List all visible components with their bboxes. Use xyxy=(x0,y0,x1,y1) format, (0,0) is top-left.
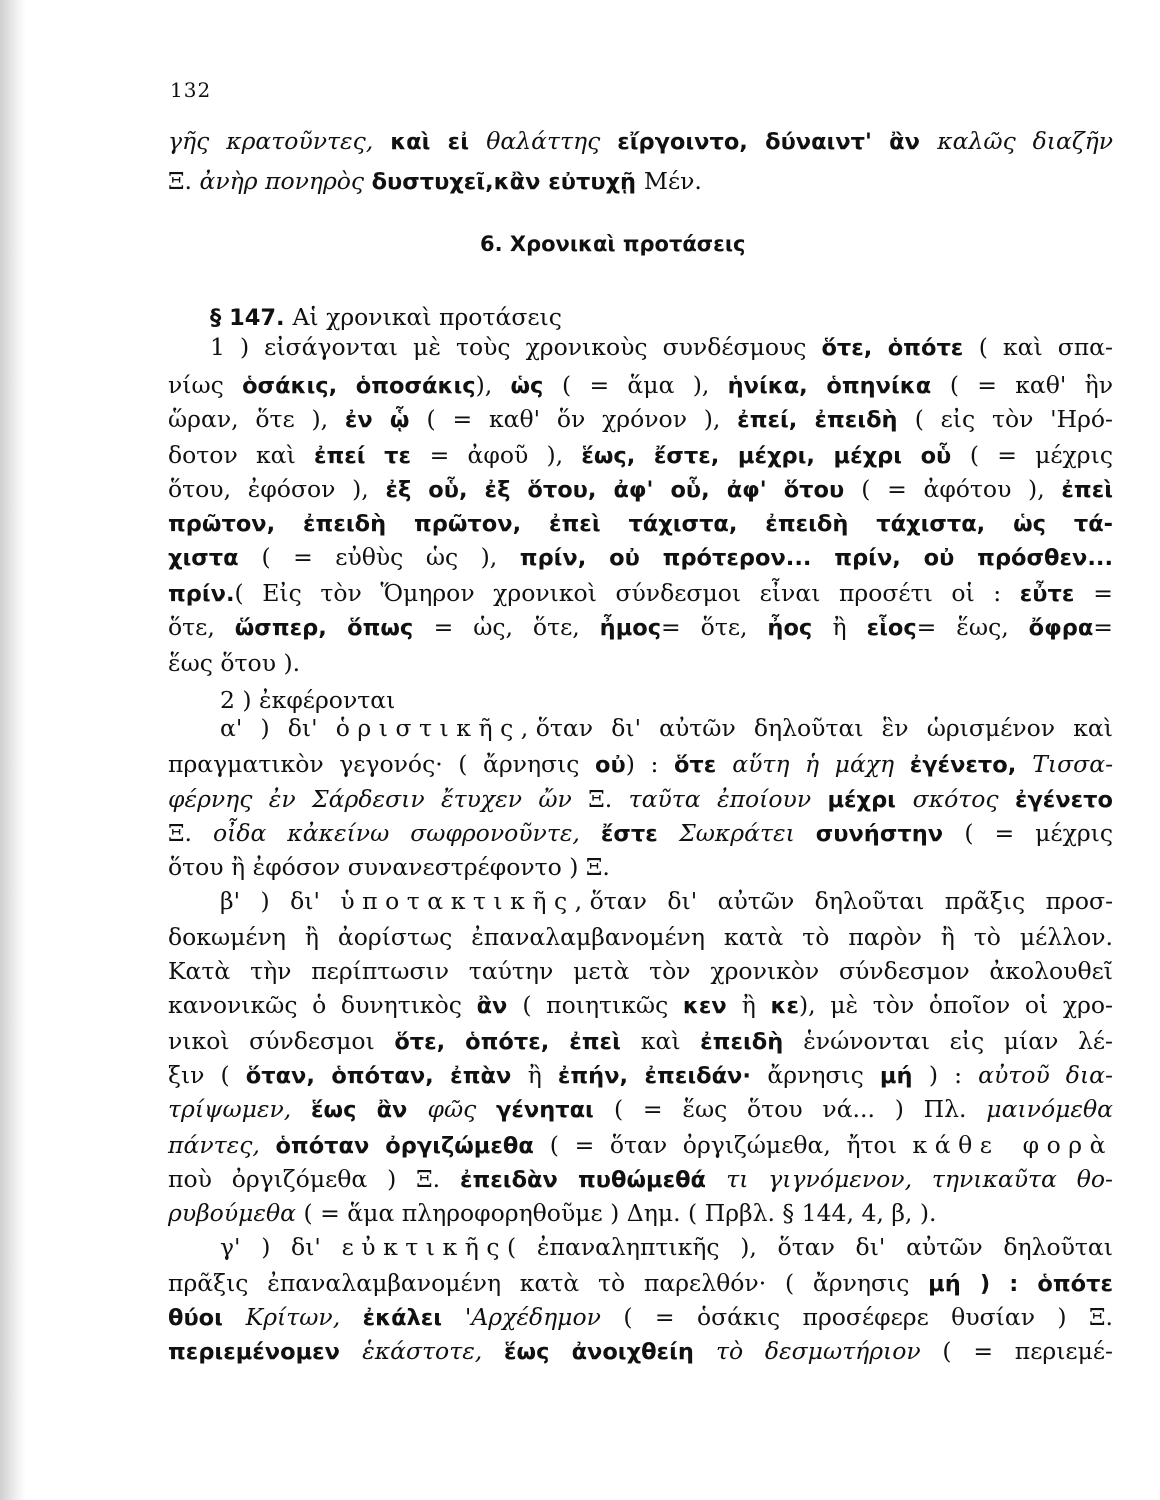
page-number: 132 xyxy=(170,78,212,102)
spaced-text: ὁριστικῆς, xyxy=(335,714,536,742)
plain-text: δοτον καὶ xyxy=(168,441,314,469)
text-line xyxy=(220,1232,1113,1262)
italic-text: μαινόμεθα xyxy=(986,1095,1113,1123)
plain-text: = xyxy=(1093,613,1113,641)
plain-text: ( = ἅμα πληροφορηθοῦμε ) Δημ. ( Πρβλ. § 144, 4, β, ). xyxy=(303,1199,937,1227)
bold-text: ὄφρα xyxy=(1028,615,1094,641)
bold-text: ἐγένετο, xyxy=(909,752,1033,778)
plain-text: = ὅτε, xyxy=(661,613,768,641)
plain-text: ( = ὁσάκις προσέφερε θυσίαν ) Ξ. xyxy=(623,1303,1113,1331)
plain-text: Ξ. xyxy=(168,167,200,195)
bold-text: μή ) : ὁπότε xyxy=(928,1271,1113,1297)
bold-text: πρίν. xyxy=(168,581,235,607)
plain-text: ἢ xyxy=(741,991,771,1019)
plain-text: ποὺ ὀργιζόμεθα ) Ξ. xyxy=(168,1165,460,1193)
bold-text: πρίν, οὐ πρότερον... πρίν, οὐ πρόσθεν... xyxy=(519,545,1113,571)
text-line xyxy=(168,474,1113,505)
text-line xyxy=(168,1060,1113,1091)
plain-text: = ὡς, ὅτε, xyxy=(433,613,600,641)
plain-text: ἄρνησις xyxy=(767,1061,880,1089)
bold-text: ἐπειδὴ xyxy=(700,1029,804,1055)
plain-text: Αἱ χρονικαὶ προτάσεις xyxy=(292,303,562,331)
plain-text: κανονικῶς ὁ δυνητικὸς xyxy=(168,991,477,1019)
plain-text: ( = ἕως ὅτου νά... ) Πλ. xyxy=(613,1095,987,1123)
text-line xyxy=(168,648,300,678)
bold-text: συνήστην xyxy=(815,821,965,847)
italic-text: φέρνης ἐν Σάρδεσιν ἔτυχεν ὤν xyxy=(168,785,589,813)
bold-text: ἐπήν, ἐπειδάν· xyxy=(557,1063,768,1089)
plain-text: ( = μέχρις xyxy=(969,441,1113,469)
bold-text: γένηται xyxy=(496,1097,614,1123)
plain-text: ( = περιεμέ- xyxy=(942,1337,1113,1365)
text-line xyxy=(220,685,395,715)
text-line xyxy=(168,1336,1113,1367)
bold-text: κε xyxy=(770,993,799,1019)
italic-text: σκότος xyxy=(912,785,1015,813)
italic-text: Σωκράτει xyxy=(679,819,816,847)
bold-text: περιεμένομεν xyxy=(168,1339,363,1365)
plain-text: ὅταν δι' αὐτῶν δηλοῦται πρᾶξις προσ- xyxy=(589,887,1114,915)
italic-text: τὸ δεσμωτήριον xyxy=(715,1337,943,1365)
italic-text: αὐτοῦ δια- xyxy=(978,1061,1113,1089)
text-line xyxy=(168,612,1113,643)
text-line xyxy=(220,886,1113,916)
plain-text: ) : xyxy=(625,750,674,778)
plain-text: ἑνώνονται εἰς μίαν λέ- xyxy=(803,1027,1113,1055)
plain-text: ( ποιητικῶς xyxy=(522,991,683,1019)
text-line xyxy=(168,749,1113,780)
bold-text: ὥσπερ, ὅπως xyxy=(234,615,434,641)
plain-text: ὥραν, ὅτε ), xyxy=(168,405,345,433)
bold-text: ἐγένετο xyxy=(1014,787,1113,813)
bold-text: ἐπεὶ xyxy=(1061,477,1113,503)
italic-text: πάντες, xyxy=(168,1131,276,1159)
plain-text: ὅτε, xyxy=(168,613,235,641)
italic-text: γῆς κρατοῦντες, xyxy=(168,127,391,155)
italic-text: τι γιγνόμενον, τηνικαῦτα θο- xyxy=(726,1165,1113,1193)
plain-text: ) : xyxy=(928,1061,979,1089)
text-line xyxy=(168,542,1113,573)
text-line xyxy=(220,713,1113,743)
plain-text: ( Εἰς τὸν Ὅμηρον χρονικοὶ σύνδεσμοι εἶναι προσέτι οἱ : xyxy=(234,579,1020,607)
text-line xyxy=(168,1130,1113,1161)
bold-text: μέχρι xyxy=(827,787,913,813)
plain-text: ὅτου, ἐφόσον ), xyxy=(168,475,386,503)
plain-text: ( εἰς τὸν 'Ηρό- xyxy=(914,405,1113,433)
text-line xyxy=(168,440,1113,471)
text-line xyxy=(168,990,1113,1021)
section-heading: 6. Χρονικαὶ προτάσεις xyxy=(480,232,746,256)
text-line xyxy=(168,1198,937,1228)
plain-text: ἢ xyxy=(832,613,867,641)
plain-text: = ἀφοῦ ), xyxy=(429,441,582,469)
bold-text: ὅτε, ὁπότε, ἐπεὶ xyxy=(394,1029,641,1055)
plain-text: ὅτου ἢ ἐφόσον συνανεστρέφοντο ) Ξ. xyxy=(168,853,610,881)
bold-text: ὅταν, ὁπόταν, ἐπὰν xyxy=(245,1063,528,1089)
bold-text: εὖτε xyxy=(1019,581,1094,607)
text-line xyxy=(168,404,1113,435)
text-line xyxy=(210,302,562,333)
italic-text: ταῦτα ἐποίουν xyxy=(628,785,828,813)
plain-text: Ξ. xyxy=(588,785,629,813)
bold-text: πρῶτον, ἐπειδὴ πρῶτον, ἐπεὶ τάχιστα, ἐπειδὴ τάχιστα, ὡς τά- xyxy=(168,511,1113,537)
bold-text: ἐπειδὰν πυθώμεθά xyxy=(459,1167,727,1193)
bold-text: ἐν ᾧ xyxy=(344,407,427,433)
italic-text: ἑκάστοτε, xyxy=(362,1337,505,1365)
plain-text: ), xyxy=(475,371,511,399)
spaced-text: ὑποτακτικῆς, xyxy=(340,887,590,915)
plain-text: ἢ xyxy=(527,1061,558,1089)
bold-text: κεν xyxy=(682,993,742,1019)
plain-text: ), μὲ τὸν ὁποῖον οἱ χρο- xyxy=(798,991,1113,1019)
plain-text: νίως xyxy=(168,371,243,399)
plain-text: β' ) δι' xyxy=(220,887,341,915)
italic-text: Τισσα- xyxy=(1032,750,1114,778)
plain-text: α' ) δι' xyxy=(220,714,336,742)
bold-text: εἷος xyxy=(866,615,917,641)
text-line xyxy=(168,1302,1113,1333)
plain-text: δοκωμένη ἢ ἀορίστως ἐπαναλαμβανομένη κατὰ τὸ παρὸν ἢ τὸ μέλλον. xyxy=(168,923,1113,951)
plain-text: νικοὶ σύνδεσμοι xyxy=(168,1027,395,1055)
plain-text: πραγματικὸν γεγονός· ( ἄρνησις xyxy=(168,750,596,778)
bold-text: ἦμος xyxy=(599,615,662,641)
italic-text: ἀνὴρ πονηρὸς xyxy=(199,167,372,195)
plain-text: ( = εὐθὺς ὡς ), xyxy=(261,543,520,571)
text-line xyxy=(168,956,1113,986)
text-line xyxy=(168,578,1113,609)
text-line xyxy=(168,370,1113,401)
bold-text: δυστυχεῖ,κἂν εὐτυχῇ xyxy=(371,169,644,195)
plain-text: ( ἐπαναληπτικῆς ), ὅταν δι' αὐτῶν δηλοῦται xyxy=(507,1233,1114,1261)
text-line xyxy=(168,1268,1113,1299)
bold-text: ἐπεί, ἐπειδὴ xyxy=(737,407,915,433)
italic-text: οἶδα κἀκείνω σωφρονοῦντε, xyxy=(212,819,601,847)
plain-text: γ' ) δι' xyxy=(220,1233,342,1261)
plain-text: ( = ὅταν ὀργιζώμεθα, ἤτοι xyxy=(549,1131,913,1159)
bold-text: εἴργοιντο, δύναιντ' ἂν xyxy=(617,129,938,155)
italic-text: ρυβούμεθα xyxy=(168,1199,304,1227)
text-line xyxy=(168,166,702,197)
plain-text: ( = ἅμα ), xyxy=(562,371,728,399)
text-line xyxy=(168,784,1113,815)
italic-text: Κρίτων, xyxy=(245,1303,363,1331)
bold-text: ὁσάκις, ὁποσάκις xyxy=(242,373,476,399)
bold-text: ἡνίκα, ὁπηνίκα xyxy=(727,373,950,399)
text-line xyxy=(168,1094,1113,1125)
plain-text: ( = μέχρις xyxy=(964,819,1114,847)
plain-text: ὅταν δι' αὐτῶν δηλοῦται ἓν ὡρισμένον καὶ xyxy=(535,714,1113,742)
bold-text: ὅτε, ὁπότε xyxy=(821,335,979,361)
bold-text: ἐκάλει xyxy=(362,1305,465,1331)
plain-text: Μέν. xyxy=(643,167,702,195)
bold-text: ἦος xyxy=(767,615,833,641)
bold-text: ἐξ οὗ, ἐξ ὅτου, ἀφ' οὗ, ἀφ' ὅτου xyxy=(385,477,862,503)
plain-text: ξιν ( xyxy=(168,1061,246,1089)
plain-text: ( = καθ' ὅν χρόνον ), xyxy=(426,405,738,433)
plain-text: ( = καθ' ἣν xyxy=(949,371,1114,399)
bold-text: μή xyxy=(879,1063,929,1089)
bold-text: θύοι xyxy=(168,1305,246,1331)
plain-text: ( = ἀφότου ), xyxy=(861,475,1062,503)
bold-text: ὡς xyxy=(510,373,563,399)
bold-text: ἕως, ἔστε, μέχρι, μέχρι οὗ xyxy=(581,443,970,469)
plain-text: = ἕως, xyxy=(916,613,1029,641)
italic-text: καλῶς διαζῆν xyxy=(937,127,1113,155)
bold-text: οὐ xyxy=(595,752,626,778)
plain-text: 2 ) ἐκφέρονται xyxy=(220,686,396,714)
text-line xyxy=(168,922,1113,952)
bold-text: ἕως ἂν xyxy=(311,1097,428,1123)
bold-text: ἂν xyxy=(476,993,523,1019)
spaced-text: εὐκτικῆς xyxy=(341,1233,508,1261)
italic-text: θαλάττης xyxy=(486,127,618,155)
plain-text: Ξ. xyxy=(168,819,213,847)
italic-text: αὕτη ἡ μάχη xyxy=(732,750,910,778)
page-shadow-edge xyxy=(0,0,26,1500)
text-line xyxy=(168,852,610,882)
bold-text: ἐπεί τε xyxy=(313,443,430,469)
bold-text: ἔστε xyxy=(600,821,680,847)
plain-text: = xyxy=(1093,579,1113,607)
italic-text: τρίψωμεν, xyxy=(168,1095,312,1123)
text-line xyxy=(168,818,1113,849)
plain-text: πρᾶξις ἐπαναλαμβανομένη κατὰ τὸ παρελθόν· ( ἄρνησις xyxy=(168,1269,929,1297)
plain-text: 1 ) εἰσάγονται μὲ τοὺς χρονικοὺς συνδέσμους xyxy=(210,333,822,361)
text-line xyxy=(168,126,1113,157)
bold-text: ἕως ἀνοιχθείη xyxy=(504,1339,716,1365)
spaced-text: κάθε φορὰ xyxy=(912,1131,1113,1159)
plain-text: ( καὶ σπα- xyxy=(978,333,1113,361)
text-line xyxy=(168,1026,1113,1057)
italic-text: φῶς xyxy=(427,1095,497,1123)
plain-text: Κατὰ τὴν περίπτωσιν ταύτην μετὰ τὸν χρονικὸν σύνδεσμον ἀκολουθεῖ xyxy=(168,957,1113,985)
text-line xyxy=(168,508,1113,539)
bold-text: καὶ εἰ xyxy=(390,129,487,155)
bold-text: χιστα xyxy=(168,545,262,571)
bold-text: ὁπόταν ὀργιζώμεθα xyxy=(275,1133,550,1159)
italic-text: 'Αρχέδημον xyxy=(464,1303,624,1331)
text-line xyxy=(210,332,1113,363)
text-line xyxy=(168,1164,1113,1195)
bold-text: § 147. xyxy=(210,305,293,331)
plain-text: ἕως ὅτου ). xyxy=(168,649,301,677)
bold-text: ὅτε xyxy=(673,752,733,778)
plain-text: καὶ xyxy=(640,1027,701,1055)
